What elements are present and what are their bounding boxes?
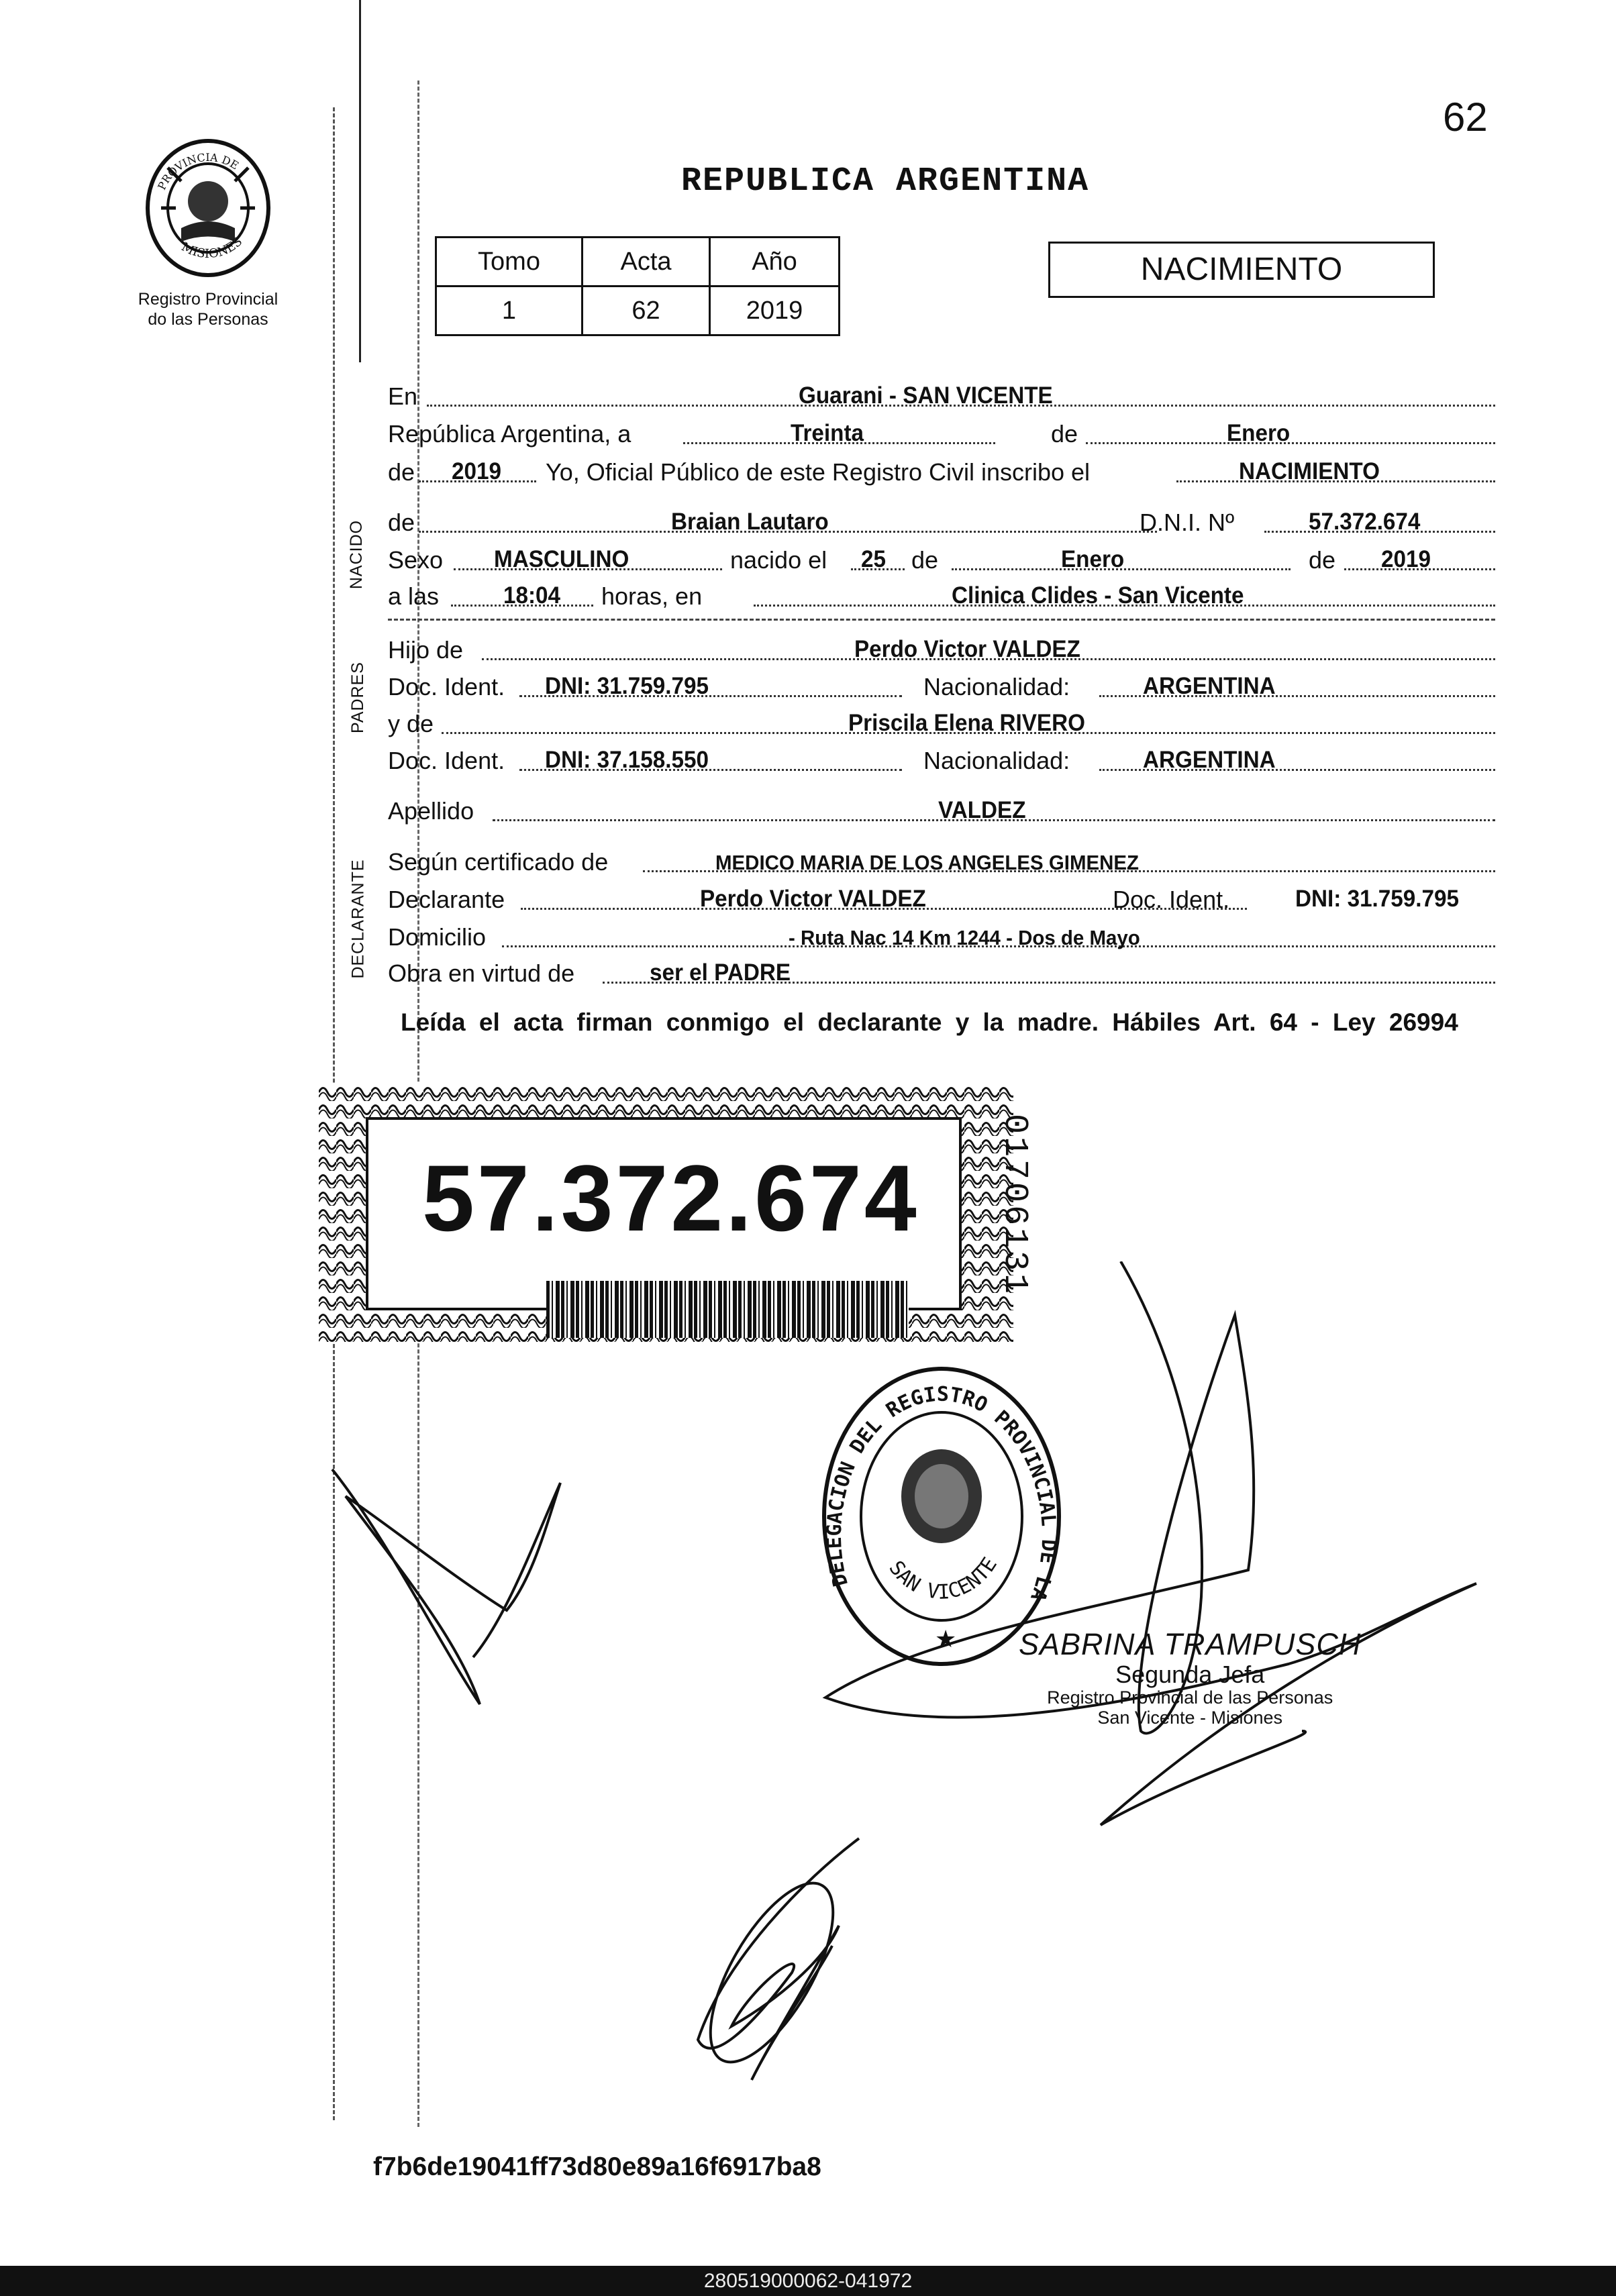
label-republica: República Argentina, a [388, 420, 632, 448]
dni-sticker-number: 57.372.674 [422, 1145, 919, 1251]
footer-code: 280519000062-041972 [0, 2266, 1616, 2296]
logo-caption: Registro Provincial do las Personas [138, 290, 279, 329]
inscription-text: Yo, Oficial Público de este Registro Civil inscribo el [546, 458, 1091, 486]
year-value: 2019 [452, 458, 501, 484]
reference-table [435, 236, 840, 336]
mother-name: Priscila Elena RIVERO [848, 710, 1085, 736]
birth-time: 18:04 [503, 582, 561, 609]
record-type-box: NACIMIENTO [1048, 242, 1435, 298]
label-doc-ident-father: Doc. Ident. [388, 673, 505, 700]
table-header-anio: Año [710, 238, 840, 286]
label-de-1: de [911, 546, 939, 574]
date-day: Treinta [791, 420, 864, 446]
signature-mother [671, 1825, 872, 2093]
table-cell-anio: 2019 [710, 286, 840, 335]
address-value: - Ruta Nac 14 Km 1244 - Dos de Mayo [789, 926, 1140, 949]
form-line-mother-doc [388, 741, 1495, 779]
officer-role: Segunda Jefa [1115, 1661, 1265, 1688]
birth-day: 25 [861, 546, 886, 572]
form-line-time [388, 577, 1495, 615]
signature-officer [819, 1261, 1490, 1838]
svg-text:MISIONES: MISIONES [179, 234, 246, 262]
label-segun-certificado: Según certificado de [388, 848, 609, 876]
officer-office-2: San Vicente - Misiones [1097, 1708, 1283, 1728]
event-value: NACIMIENTO [1239, 458, 1380, 484]
table-row [436, 286, 840, 335]
label-nacido: nacido el [730, 546, 827, 574]
father-doc: DNI: 31.759.795 [545, 673, 709, 699]
form-line-certificate [388, 843, 1495, 880]
officer-office-1: Registro Provincial de las Personas [1047, 1687, 1333, 1708]
svg-text:PROVINCIA DE: PROVINCIA DE [155, 150, 241, 192]
label-hijo-de: Hijo de [388, 636, 464, 664]
date-month: Enero [1227, 420, 1291, 446]
label-nacionalidad-mother: Nacionalidad: [923, 747, 1070, 774]
label-doc-ident-declarant: Doc. Ident. [1113, 886, 1230, 913]
acts-as-value: ser el PADRE [650, 959, 791, 986]
form-line-date [388, 415, 1495, 452]
form-line-year [388, 453, 1495, 490]
label-de-year: de [388, 458, 415, 486]
table-header-acta: Acta [583, 238, 710, 286]
label-sexo: Sexo [388, 546, 444, 574]
certificate-value: MEDICO MARIA DE LOS ANGELES GIMENEZ [715, 851, 1140, 874]
label-nacionalidad-father: Nacionalidad: [923, 673, 1070, 700]
form-line-surname [388, 792, 1495, 829]
page-number: 62 [1443, 95, 1488, 140]
side-label-parents: PADRES [348, 662, 367, 733]
table-cell-acta: 62 [583, 286, 710, 335]
signature-declarant [305, 1443, 587, 1724]
form-line-mother [388, 705, 1495, 742]
form-line-birth [388, 541, 1495, 578]
form-line-father-doc [388, 668, 1495, 705]
label-doc-ident-mother: Doc. Ident. [388, 747, 505, 774]
svg-text:★: ★ [935, 1625, 957, 1653]
declarant-name: Perdo Victor VALDEZ [700, 886, 926, 912]
province-logo [107, 134, 309, 329]
form-line-father [388, 631, 1495, 668]
label-de: de [1051, 420, 1078, 448]
stamp-ring-text: DELEGACION DEL REGISTRO PROVINCIAL DE LA [822, 1382, 1061, 1604]
form-line-address [388, 918, 1495, 955]
label-de-child: de [388, 509, 415, 536]
document-hash: f7b6de19041ff73d80e89a16f6917ba8 [373, 2152, 821, 2181]
mother-doc: DNI: 37.158.550 [545, 747, 709, 773]
label-domicilio: Domicilio [388, 923, 487, 951]
officer-name: SABRINA TRAMPUSCH [1019, 1627, 1362, 1661]
label-obra-en-virtud: Obra en virtud de [388, 959, 575, 987]
birth-year: 2019 [1381, 546, 1431, 572]
country-heading: REPUBLICA ARGENTINA [681, 162, 1090, 201]
label-y-de: y de [388, 710, 434, 737]
section-divider [388, 619, 1495, 621]
label-apellido: Apellido [388, 797, 474, 825]
child-name: Braian Lautaro [671, 509, 829, 535]
sticker-serial: 01706131 [995, 1114, 1033, 1297]
stamp-inner-text: SAN VICENTE [884, 1553, 1002, 1605]
sex-value: MASCULINO [494, 546, 629, 572]
mother-nationality: ARGENTINA [1143, 747, 1276, 773]
label-de-2: de [1309, 546, 1336, 574]
father-nationality: ARGENTINA [1143, 673, 1276, 699]
form-line-child [388, 503, 1495, 541]
officer-block [1019, 1627, 1361, 1728]
form-line-acts-as [388, 954, 1495, 992]
declarant-doc: DNI: 31.759.795 [1295, 886, 1459, 912]
margin-line-left [359, 0, 361, 362]
side-label-declarant: DECLARANTE [348, 859, 368, 979]
place-value: Guarani - SAN VICENTE [799, 382, 1053, 409]
table-cell-tomo: 1 [436, 286, 583, 335]
form-line-declarant [388, 880, 1495, 918]
closing-statement: Leída el acta firman conmigo el declarante y la madre. Hábiles Art. 64 - Ley 26994 [401, 1008, 1458, 1036]
label-declarante: Declarante [388, 886, 505, 913]
surname-value: VALDEZ [938, 797, 1026, 823]
label-horas: horas, en [601, 582, 703, 610]
table-header-tomo: Tomo [436, 238, 583, 286]
label-en: En [388, 382, 418, 410]
birth-place: Clinica Clides - San Vicente [952, 582, 1244, 609]
side-label-born: NACIDO [347, 519, 366, 590]
birth-month: Enero [1061, 546, 1125, 572]
table-header-row [436, 238, 840, 286]
form-line-place [388, 377, 1495, 415]
label-dni: D.N.I. Nº [1140, 509, 1235, 536]
province-seal-icon [134, 134, 282, 282]
child-dni: 57.372.674 [1309, 509, 1421, 535]
label-a-las: a las [388, 582, 440, 610]
father-name: Perdo Victor VALDEZ [854, 636, 1080, 662]
